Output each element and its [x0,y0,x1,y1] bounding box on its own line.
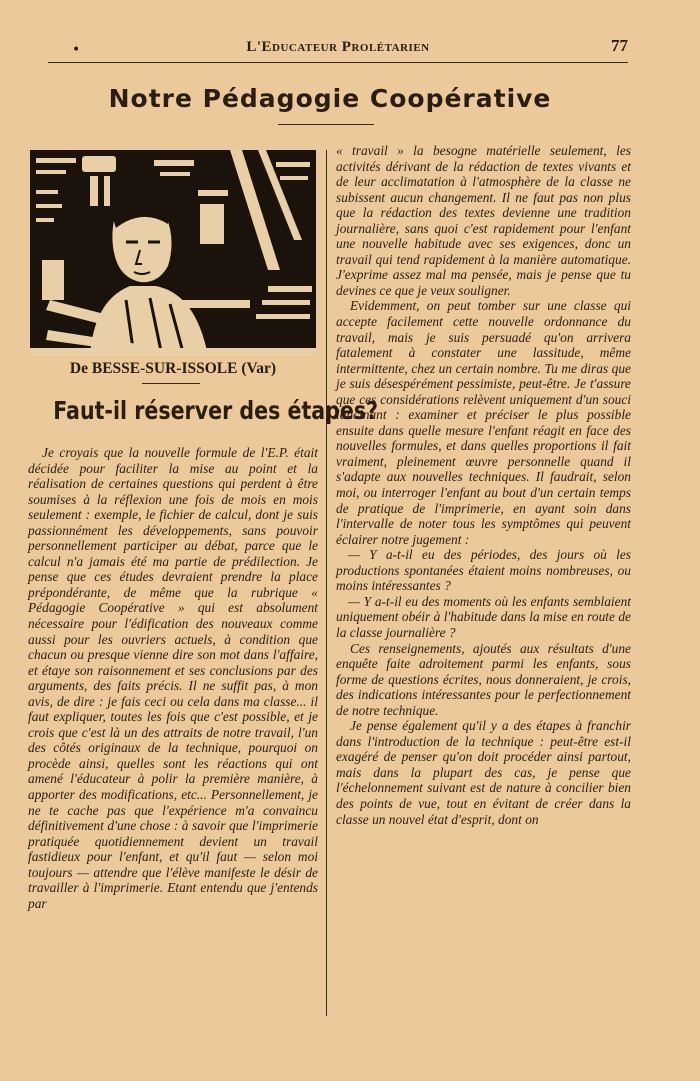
origin-rule [142,383,200,384]
running-head [48,36,628,63]
article-origin: De BESSE-SUR-ISSOLE (Var) [69,360,277,377]
paragraph: — Y a-t-il eu des moments où les enfants semblaient uniquement obéir à l'habitude dans la mise en route de la classe journalière ? [336,593,631,640]
paragraph: — Y a-t-il eu des périodes, des jours où les productions spontanées étaient moins nombreuses, ou moins intéressantes ? [336,547,631,594]
journal-title: L'Educateur Prolétarien [246,39,430,55]
left-column [28,445,318,911]
paragraph: Je pense également qu'il y a des étapes à franchir dans l'introduction de la technique : peut-être est-il exagéré de penser qu'on doit procéder ainsi partout, mais dans la plupart des cas, je pense que l'échelonnement suivant est de nature à concilier bien des points de vue, tout en évitant de créer dans la classe un nouvel état d'esprit, dont on [336,718,631,827]
right-column [336,143,631,827]
paragraph: Ces renseignements, ajoutés aux résultats d'une enquête faite adroitement parmi les enfants, sous forme de questions écrites, nous donneraient, je crois, des indications intéressantes pour le perfectionnement de notre technique. [336,640,631,718]
woodcut-drawing [30,150,316,356]
paragraph: « travail » la besogne matérielle seulement, les activités dérivant de la rédaction de textes vivants et de leur acclimatation à l'atmosphère de la classe ne subissent aucun changement. Il ne faut pas non plus que la rédaction des textes devienne une tradition journalière, sans quoi c'est rapidement pour l'enfant une nouvelle habitude avec ses exigences, donc un travail qui tend rapidement à la manière automatique. J'exprime assez mal ma pensée, mais je pense que tu devines ce que je veux souligner. [336,143,631,298]
woodcut-illustration [30,150,316,356]
paragraph: Je croyais que la nouvelle formule de l'E.P. était décidée pour faciliter la mise au point et la réalisation de certaines questions qui perdent à être soumises à la réflexion une fois de mois en mois seulement : exemple, le fichier de calcul, dont je suis passionnément les développements, sans pouvoir personnellement participer au débat, parce que le calcul n'a jamais été ma partie de prédilection. Je pense que ces études devraient prendre la place prépondérante, de même que la rubrique « Pédagogie Coopérative » qui est absolument nécessaire pour l'édification des nouveaux comme aussi pour les ouvriers actuels, à condition que chacun ou presque vienne dire son mot dans l'affaire, et étaye son raisonnement et ses conclusions par des arguments, des faits précis. Il ne suffit pas, à mon avis, de dire : je fais ceci ou cela dans ma classe... il faut expliquer, toutes les fois que c'est possible, et je crois que c'est là un des attraits de notre travail, l'un des côtés originaux de la technique, pourquoi on procède ainsi, quelles sont les réactions qui ont amené l'éducateur à polir la première manière, à apporter des modifications, etc... Personnellement, je ne te cache pas que l'expérience m'a convaincu définitivement d'une chose : à savoir que l'imprimerie pratiquée quotidiennement devient un travail fastidieux pour l'enfant, et qu'il faut — selon moi toujours — attendre que l'élève manifeste le désir de travailler à l'imprimerie. Etant entendu que j'entends par [28,445,318,911]
section-title: Notre Pédagogie Coopérative [108,84,552,113]
page-number: 77 [611,36,628,55]
column-divider [326,150,327,1016]
article-title: Faut-il réserver des étapes? [53,396,379,425]
title-rule [278,124,374,125]
header-dot: • [72,42,81,58]
paragraph: Evidemment, on peut tomber sur une classe qui accepte facilement cette nouvelle ordonnance du travail, mais je suis persuadé qu'on arrivera fatalement à constater une lassitude, même intermittente, chez un certain nombre. Tu me diras que je suis désespérément pessimiste, peut-être. Je t'assure que ces considérations relèvent uniquement d'un souci lancinant : examiner et préciser le plus possible ensuite dans quelle mesure l'enfant réagit en face des nouvelles formules, et dans quelles proportions il fait vraiment, pleinement œuvre personnelle quand il s'adapte aux nouvelles techniques. Il faudrait, selon moi, ou interroger l'enfant au bout d'un certain temps de pratique de l'imprimerie, en ayant soin dans l'intervalle de noter tous les symptômes qui peuvent éclairer notre jugement : [336,298,631,547]
